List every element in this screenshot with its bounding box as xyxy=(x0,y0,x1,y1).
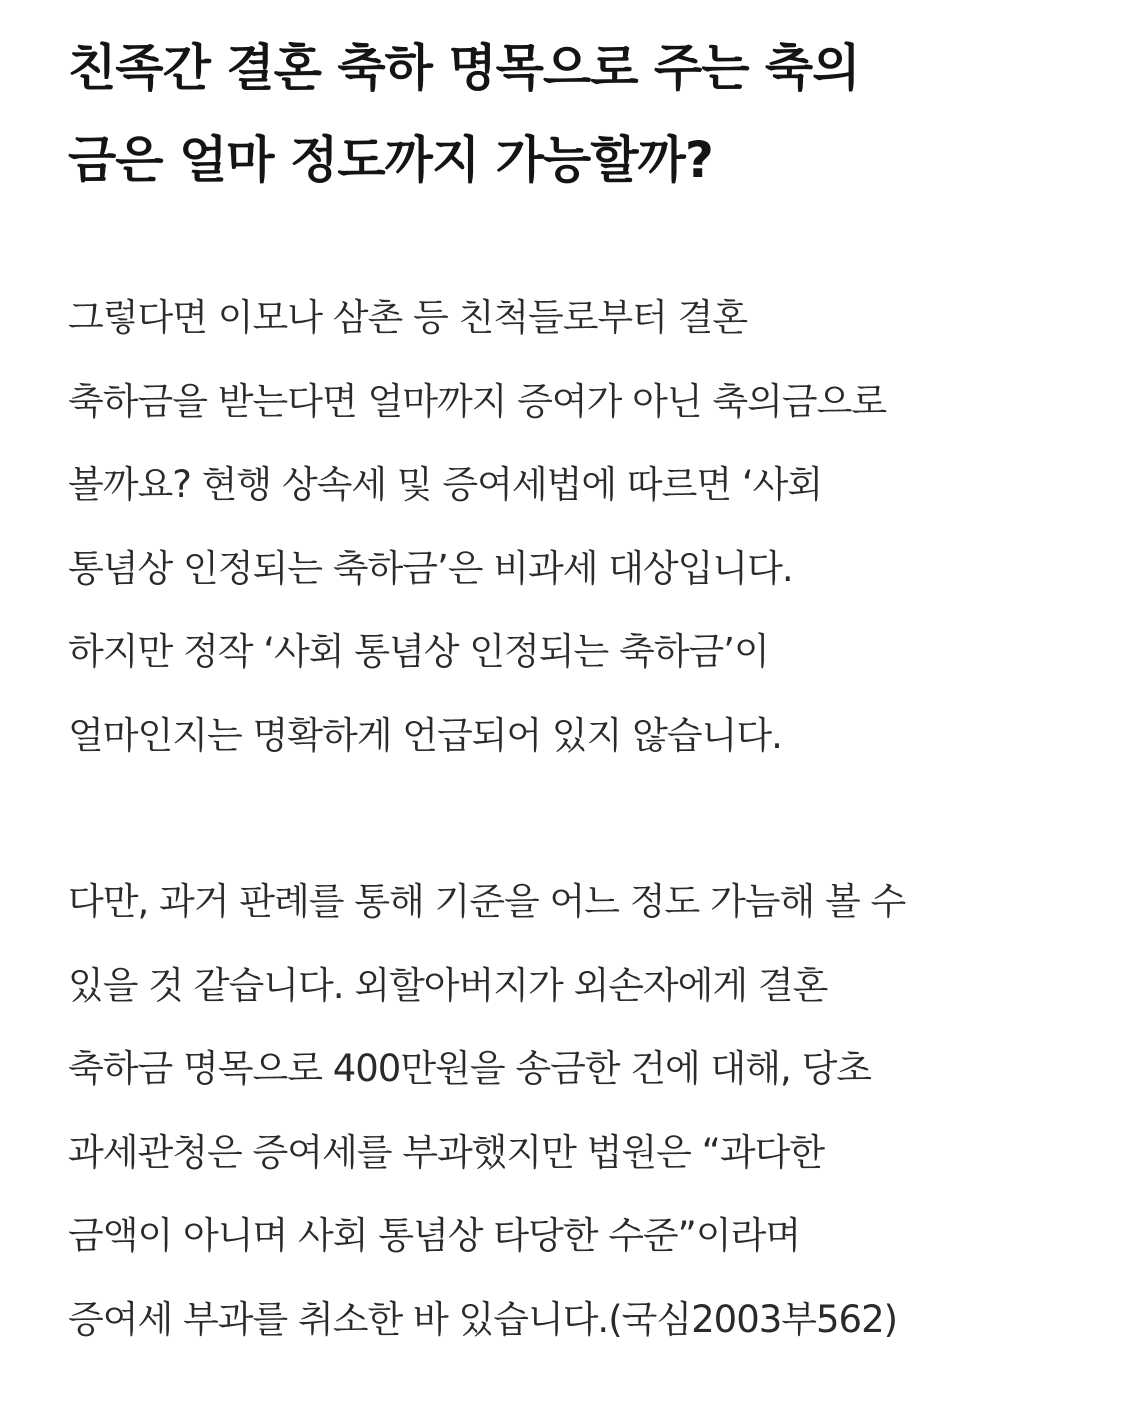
article xyxy=(68,0,1068,1361)
paragraph-line: 있을 것 같습니다. 외할아버지가 외손자에게 결혼 xyxy=(68,963,828,1007)
paragraph-2 xyxy=(68,860,1068,1361)
paragraph-line: 금액이 아니며 사회 통념상 타당한 수준”이라며 xyxy=(68,1214,801,1257)
title-line: 친족간 결혼 축하 명목으로 주는 축의 xyxy=(68,39,860,97)
title-line: 금은 얼마 정도까지 가능할까? xyxy=(68,131,713,189)
paragraph-line: 하지만 정작 ‘사회 통념상 인정되는 축하금’이 xyxy=(68,630,769,673)
paragraph-line: 다만, 과거 판례를 통해 기준을 어느 정도 가늠해 볼 수 xyxy=(68,880,906,923)
paragraph-line: 그렇다면 이모나 삼촌 등 친척들로부터 결혼 xyxy=(68,296,748,339)
paragraph-1 xyxy=(68,276,1068,777)
paragraph-line: 얼마인지는 명확하게 언급되어 있지 않습니다. xyxy=(68,713,782,757)
paragraph-line: 증여세 부과를 취소한 바 있습니다.(국심2003부562) xyxy=(68,1297,898,1341)
paragraph-line: 통념상 인정되는 축하금’은 비과세 대상입니다. xyxy=(68,546,793,590)
paragraph-line: 축하금을 받는다면 얼마까지 증여가 아닌 축의금으로 xyxy=(68,379,887,423)
article-title xyxy=(68,0,1068,206)
paragraph-line: 축하금 명목으로 400만원을 송금한 건에 대해, 당초 xyxy=(68,1047,872,1090)
paragraph-line: 볼까요? 현행 상속세 및 증여세법에 따르면 ‘사회 xyxy=(68,463,823,506)
paragraph-line: 과세관청은 증여세를 부과했지만 법원은 “과다한 xyxy=(68,1130,825,1174)
